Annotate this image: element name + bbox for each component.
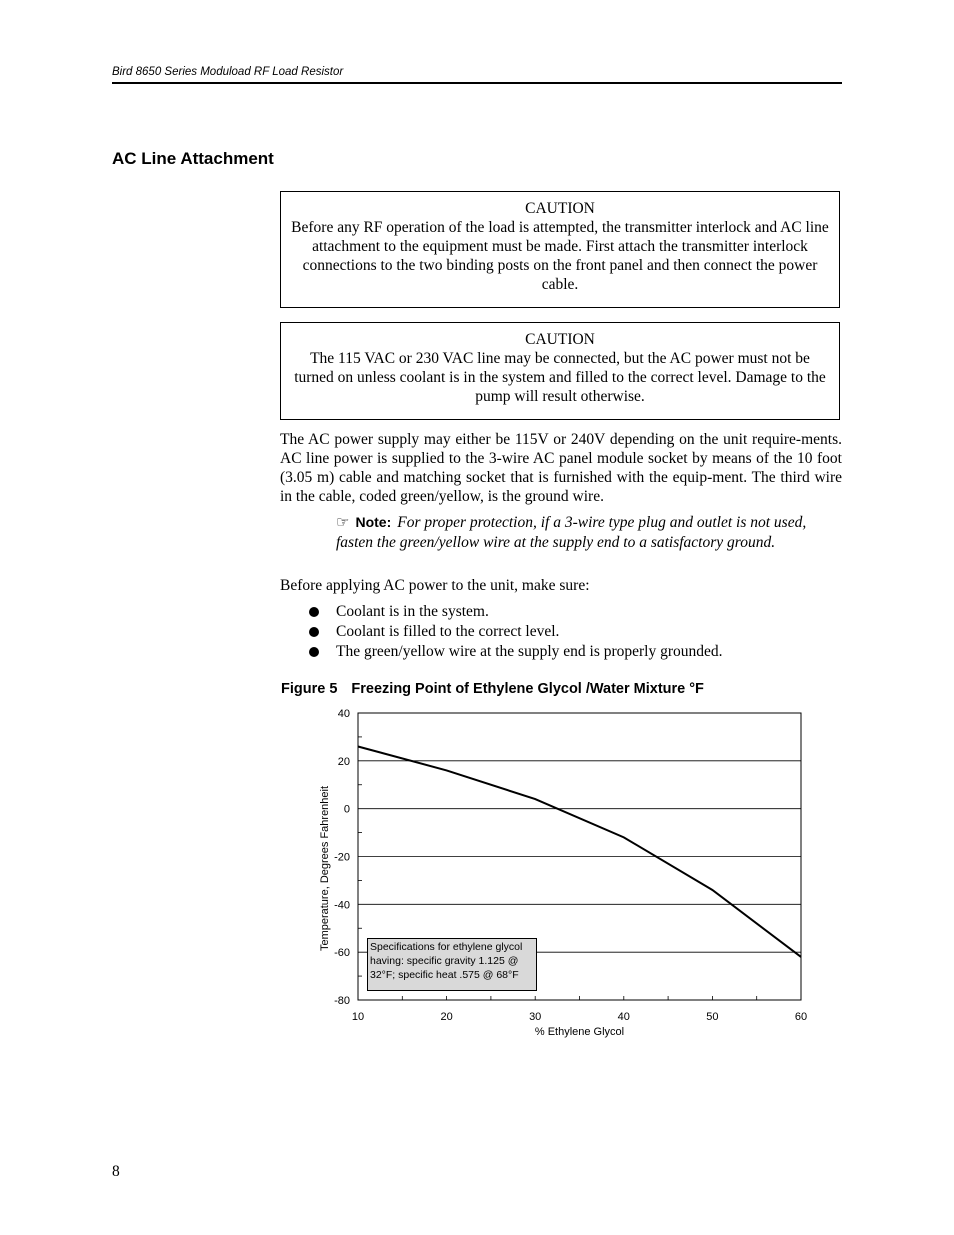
x-axis-tick-labels — [352, 1011, 807, 1023]
y-tick-label: -40 — [334, 899, 350, 912]
caution-text: Before any RF operation of the load is attempted, the transmitter interlock and AC line attachment to the equipment must be made. First attach the transmitter interlock connections to the two binding posts on the front panel and then connect the power cable. — [291, 219, 829, 293]
list-item-text: Coolant is filled to the correct level. — [336, 623, 560, 640]
y-axis-label: Temperature, Degrees Fahrenheit — [319, 785, 331, 952]
list-item-text: Coolant is in the system. — [336, 603, 489, 620]
series-line — [358, 746, 801, 956]
figure-title: Freezing Point of Ethylene Glycol /Water Mixture °F — [351, 681, 704, 697]
series-layer — [358, 746, 801, 956]
x-tick-label: 50 — [706, 1011, 719, 1023]
y-tick-label: -20 — [334, 851, 350, 864]
y-tick-label: 0 — [343, 803, 350, 816]
chart-annotation-box: Specifications for ethylene glycol having: specific gravity 1.125 @ 32°F; specific heat .575 @ 68°F — [367, 938, 537, 991]
freezing-point-chart — [300, 700, 820, 1045]
caution-box — [280, 191, 840, 308]
figure-caption — [281, 681, 704, 697]
y-tick-label: 40 — [337, 708, 350, 720]
checklist-intro: Before applying AC power to the unit, make sure: — [280, 577, 590, 594]
x-tick-label: 40 — [617, 1011, 630, 1023]
list-item — [306, 622, 723, 642]
figure-number: Figure 5 — [281, 681, 338, 697]
header-rule — [112, 82, 842, 84]
y-axis-tick-labels — [334, 708, 350, 1007]
caution-title: CAUTION — [525, 331, 595, 348]
page-number: 8 — [112, 1163, 120, 1180]
running-header: Bird 8650 Series Moduload RF Load Resistor — [112, 66, 344, 78]
y-tick-label: -80 — [334, 995, 350, 1007]
bullet-icon — [309, 627, 319, 637]
body-paragraph: The AC power supply may either be 115V or 240V depending on the unit require-ments. AC line power is supplied to the 3-wire AC panel module socket by means of the 10 foot (3.05 m) cable and matching socket that is furnished with the equip-ment. The third wire in the cable, coded green/yellow, is the ground wire. — [280, 431, 842, 505]
checklist — [306, 602, 723, 662]
note-label: Note: — [355, 514, 392, 530]
bullet-icon — [309, 607, 319, 617]
x-tick-label: 10 — [351, 1011, 365, 1023]
note-text: For proper protection, if a 3-wire type plug and outlet is not used, fasten the green/yellow wire at the supply end to a satisfactory ground. — [336, 514, 807, 551]
x-axis-label: % Ethylene Glycol — [534, 1026, 625, 1038]
y-tick-label: -60 — [334, 947, 350, 960]
caution-title: CAUTION — [525, 200, 595, 217]
x-tick-label: 20 — [440, 1011, 453, 1023]
list-item — [306, 602, 723, 622]
y-tick-label: 20 — [337, 755, 350, 768]
x-tick-label: 60 — [794, 1011, 808, 1023]
bullet-icon — [309, 647, 319, 657]
caution-box — [280, 322, 840, 420]
caution-text: The 115 VAC or 230 VAC line may be connected, but the AC power must not be turned on unless coolant is in the system and filled to the correct level. Damage to the pump will result otherwise. — [294, 350, 826, 405]
list-item — [306, 642, 723, 662]
note-block — [336, 513, 842, 552]
x-tick-label: 30 — [529, 1011, 542, 1023]
pointing-hand-icon: ☞ — [336, 515, 350, 531]
section-heading: AC Line Attachment — [112, 149, 274, 168]
list-item-text: The green/yellow wire at the supply end is properly grounded. — [336, 643, 723, 660]
chart-gridlines — [358, 761, 801, 952]
